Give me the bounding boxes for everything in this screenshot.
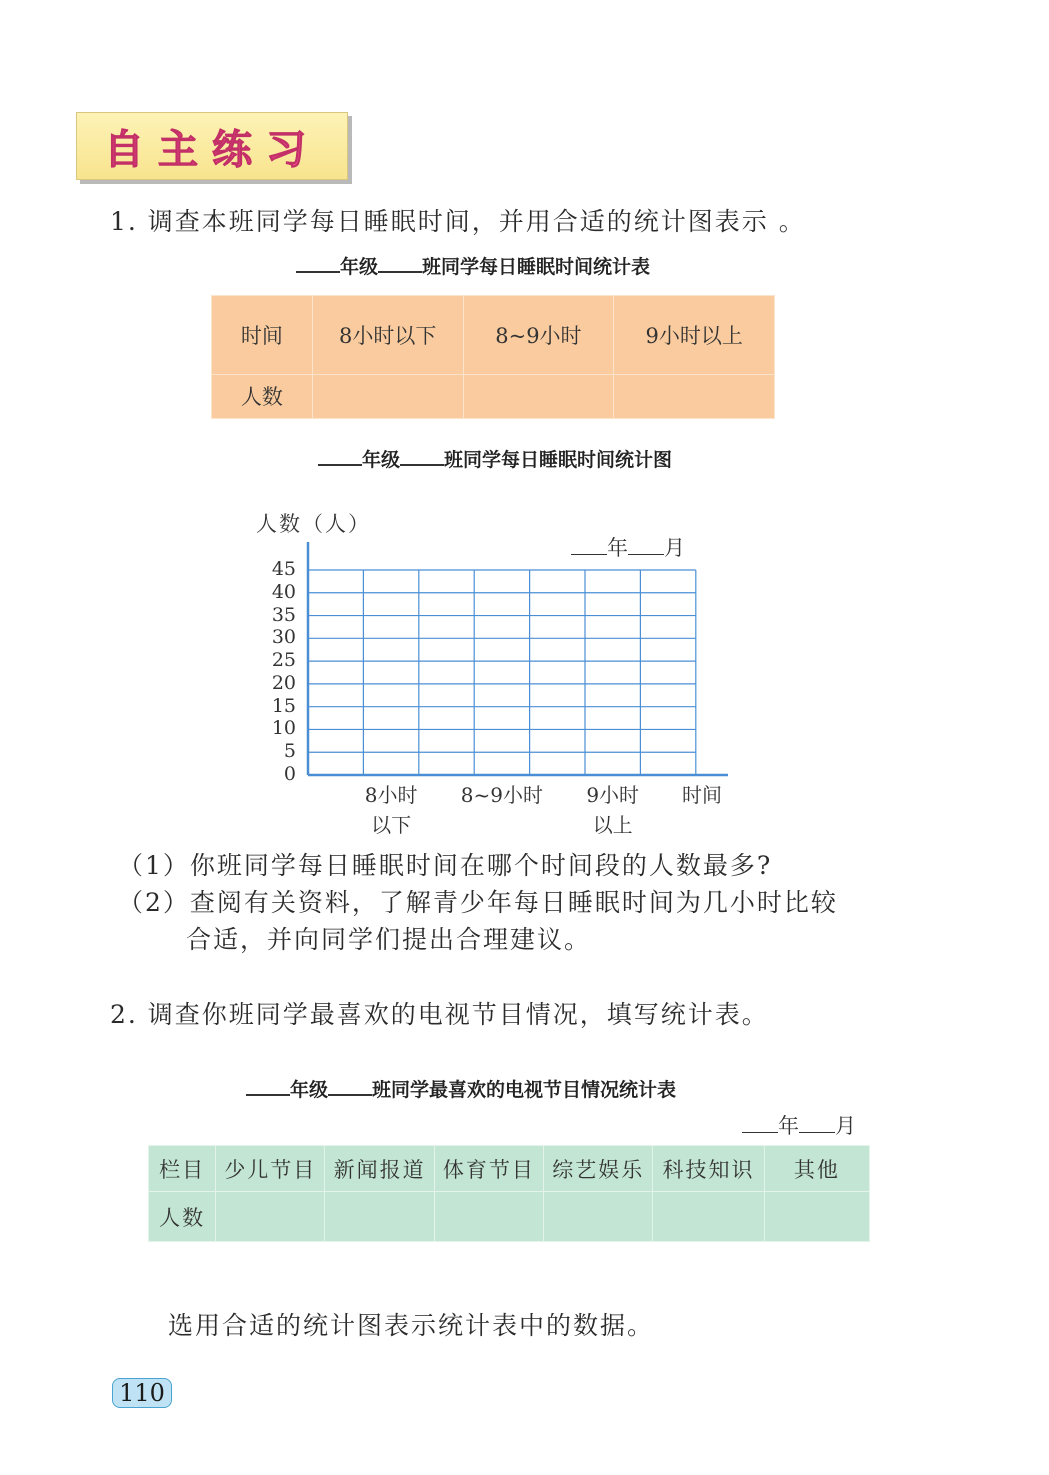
y-tick-label: 45	[271, 558, 296, 580]
y-tick-label: 35	[271, 603, 296, 626]
x-category-label-line2: 以下	[371, 813, 412, 837]
caption-title-label: 班同学每日睡眠时间统计表	[422, 256, 651, 278]
instruction-text: 选用合适的统计图表示统计表中的数据。	[168, 1311, 655, 1340]
col-header: 体育节目	[434, 1146, 543, 1192]
chart-x-axis-label: 时间	[682, 783, 722, 807]
col-header: 综艺娱乐	[544, 1146, 653, 1192]
col-header: 其他	[764, 1146, 869, 1192]
table-cell[interactable]	[434, 1192, 543, 1242]
section-title: 自主练习	[104, 126, 320, 173]
sleep-chart-grid	[300, 540, 740, 790]
x-category-label	[553, 780, 673, 840]
class-blank[interactable]	[328, 1076, 372, 1096]
table-cell[interactable]	[312, 374, 463, 418]
sleep-time-table	[211, 295, 775, 419]
caption-grade-label: 年级	[290, 1079, 329, 1101]
x-category-label-line1: 9小时	[586, 783, 640, 807]
table-cell[interactable]	[544, 1192, 653, 1242]
y-tick-label: 10	[271, 717, 296, 740]
table2-caption	[246, 1075, 676, 1102]
col-header: 新闻报道	[325, 1146, 434, 1192]
year-label: 年	[607, 536, 628, 560]
caption-title-label: 班同学每日睡眠时间统计图	[444, 449, 673, 471]
table-cell[interactable]	[463, 374, 614, 418]
question-2-text: 2. 调查你班同学最喜欢的电视节目情况，填写统计表。	[110, 1000, 769, 1029]
y-tick-label: 40	[271, 580, 296, 603]
page-number: 110	[112, 1378, 172, 1408]
table-cell[interactable]	[325, 1192, 434, 1242]
table-cell[interactable]	[653, 1192, 764, 1242]
col-header: 8~9小时	[463, 296, 614, 375]
class-blank[interactable]	[400, 446, 444, 466]
y-tick-label: 25	[271, 649, 296, 672]
table1-caption	[296, 252, 650, 279]
grade-blank[interactable]	[246, 1076, 290, 1096]
y-tick-label: 5	[283, 740, 296, 763]
sub-question-2-line1: （2）查阅有关资料，了解青少年每日睡眠时间为几小时比较	[118, 888, 838, 917]
caption-grade-label: 年级	[362, 449, 401, 471]
class-blank[interactable]	[378, 253, 422, 273]
row-header-count: 人数	[212, 374, 313, 418]
y-tick-label: 20	[271, 671, 296, 694]
x-category-label	[331, 780, 451, 840]
tv-program-table	[148, 1145, 870, 1242]
table-cell[interactable]	[614, 374, 775, 418]
col-header: 少儿节目	[216, 1146, 325, 1192]
month-label: 月	[664, 536, 685, 560]
grade-blank[interactable]	[296, 253, 340, 273]
x-category-label-line1: 8~9小时	[460, 783, 543, 807]
caption-grade-label: 年级	[340, 256, 379, 278]
table-cell[interactable]	[216, 1192, 325, 1242]
question-1-text: 1. 调查本班同学每日睡眠时间，并用合适的统计图表示 。	[110, 207, 806, 236]
year-label: 年	[778, 1114, 799, 1138]
grade-blank[interactable]	[318, 446, 362, 466]
sub-question-1: （1）你班同学每日睡眠时间在哪个时间段的人数最多?	[118, 851, 773, 880]
caption-title-label: 班同学最喜欢的电视节目情况统计表	[372, 1079, 677, 1101]
year-blank[interactable]	[742, 1114, 778, 1133]
table-cell[interactable]	[764, 1192, 869, 1242]
chart-y-axis-label: 人数（人）	[256, 512, 371, 536]
row-header-count: 人数	[149, 1192, 216, 1242]
month-blank[interactable]	[799, 1114, 835, 1133]
y-tick-label: 15	[271, 694, 296, 717]
x-category-label	[442, 780, 562, 810]
sub-question-2-line2: 合适，并向同学们提出合理建议。	[186, 925, 592, 954]
row-header-column: 栏目	[149, 1146, 216, 1192]
table2-date	[742, 1110, 856, 1140]
y-tick-label: 30	[271, 626, 296, 649]
x-category-label-line1: 8小时	[364, 783, 418, 807]
col-header: 9小时以上	[614, 296, 775, 375]
section-title-badge	[76, 112, 348, 180]
x-category-label-line2: 以上	[592, 813, 633, 837]
month-label: 月	[835, 1114, 856, 1138]
col-header: 科技知识	[653, 1146, 764, 1192]
chart-caption	[318, 445, 672, 472]
y-tick-label: 0	[283, 763, 296, 785]
row-header-time: 时间	[212, 296, 313, 375]
col-header: 8小时以下	[312, 296, 463, 375]
